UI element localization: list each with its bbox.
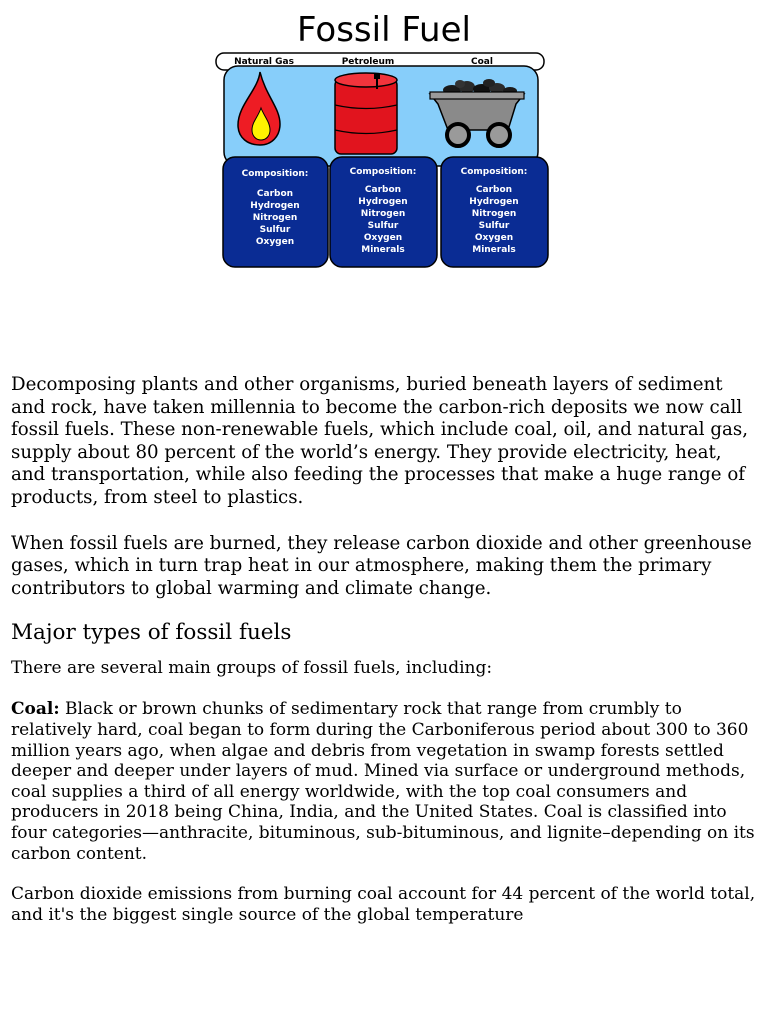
svg-text:Nitrogen: Nitrogen <box>471 209 517 219</box>
svg-text:Nitrogen: Nitrogen <box>252 213 298 223</box>
svg-text:Nitrogen: Nitrogen <box>360 209 406 219</box>
section-intro: There are several main groups of fossil fuels, including: <box>11 658 493 679</box>
svg-text:Carbon: Carbon <box>256 189 294 199</box>
coal-term: Coal: <box>11 699 60 720</box>
svg-text:Sulfur: Sulfur <box>259 225 291 235</box>
svg-text:Hydrogen: Hydrogen <box>250 201 300 211</box>
svg-text:Composition:: Composition: <box>349 167 417 177</box>
composition-box-natural-gas <box>223 157 328 267</box>
fuel-name-coal: Coal <box>471 57 493 67</box>
composition-box-coal <box>441 157 548 267</box>
svg-text:Composition:: Composition: <box>460 167 528 177</box>
section-heading: Major types of fossil fuels <box>11 620 292 646</box>
fossil-fuel-diagram <box>212 50 552 272</box>
svg-text:Carbon: Carbon <box>364 185 402 195</box>
svg-text:Minerals: Minerals <box>472 245 516 255</box>
svg-text:Sulfur: Sulfur <box>478 221 510 231</box>
fuel-name-petroleum: Petroleum <box>341 57 395 67</box>
page-title: Fossil Fuel <box>297 10 471 50</box>
emissions-paragraph: When fossil fuels are burned, they release carbon dioxide and other greenhouse gases, which in turn trap heat in our atmosphere, making them the primary contributors to global warming and climate change. <box>11 532 752 599</box>
svg-text:Hydrogen: Hydrogen <box>358 197 408 207</box>
svg-text:Oxygen: Oxygen <box>363 233 403 243</box>
composition-box-petroleum <box>330 157 437 267</box>
coal-paragraph <box>11 699 757 864</box>
svg-text:Composition:: Composition: <box>241 169 309 179</box>
coal-description: Black or brown chunks of sedimentary rock that range from crumbly to relatively hard, coal began to form during the Carboniferous period about 300 to 360 million years ago, when algae and debris from vegetation in swamp forests settled deeper and deeper under layers of mud. Mined via surface or underground methods, coal supplies a third of all energy worldwide, with the top coal consumers and producers in 2018 being China, India, and the United States. Coal is classified into four categories—anthracite, bituminous, sub-bituminous, and lignite–depending on its carbon content. <box>11 699 755 864</box>
oil-barrel-icon <box>335 73 397 154</box>
intro-paragraph: Decomposing plants and other organisms, buried beneath layers of sediment and rock, have taken millennia to become the carbon-rich deposits we now call fossil fuels. These non-renewable fuels, which include coal, oil, and natural gas, supply about 80 percent of the world’s energy. They provide electricity, heat, and transportation, while also feeding the processes that make a huge range of products, from steel to plastics. <box>11 374 748 508</box>
fuel-name-natural-gas: Natural Gas <box>234 57 294 67</box>
svg-text:Sulfur: Sulfur <box>367 221 399 231</box>
svg-text:Minerals: Minerals <box>361 245 405 255</box>
svg-text:Carbon: Carbon <box>475 185 513 195</box>
svg-text:Oxygen: Oxygen <box>474 233 514 243</box>
article-body <box>11 374 757 925</box>
svg-text:Hydrogen: Hydrogen <box>469 197 519 207</box>
svg-text:Oxygen: Oxygen <box>255 237 295 247</box>
coal-emissions-paragraph: Carbon dioxide emissions from burning coal account for 44 percent of the world total, and it's the biggest single source of the global temperature <box>11 884 756 925</box>
